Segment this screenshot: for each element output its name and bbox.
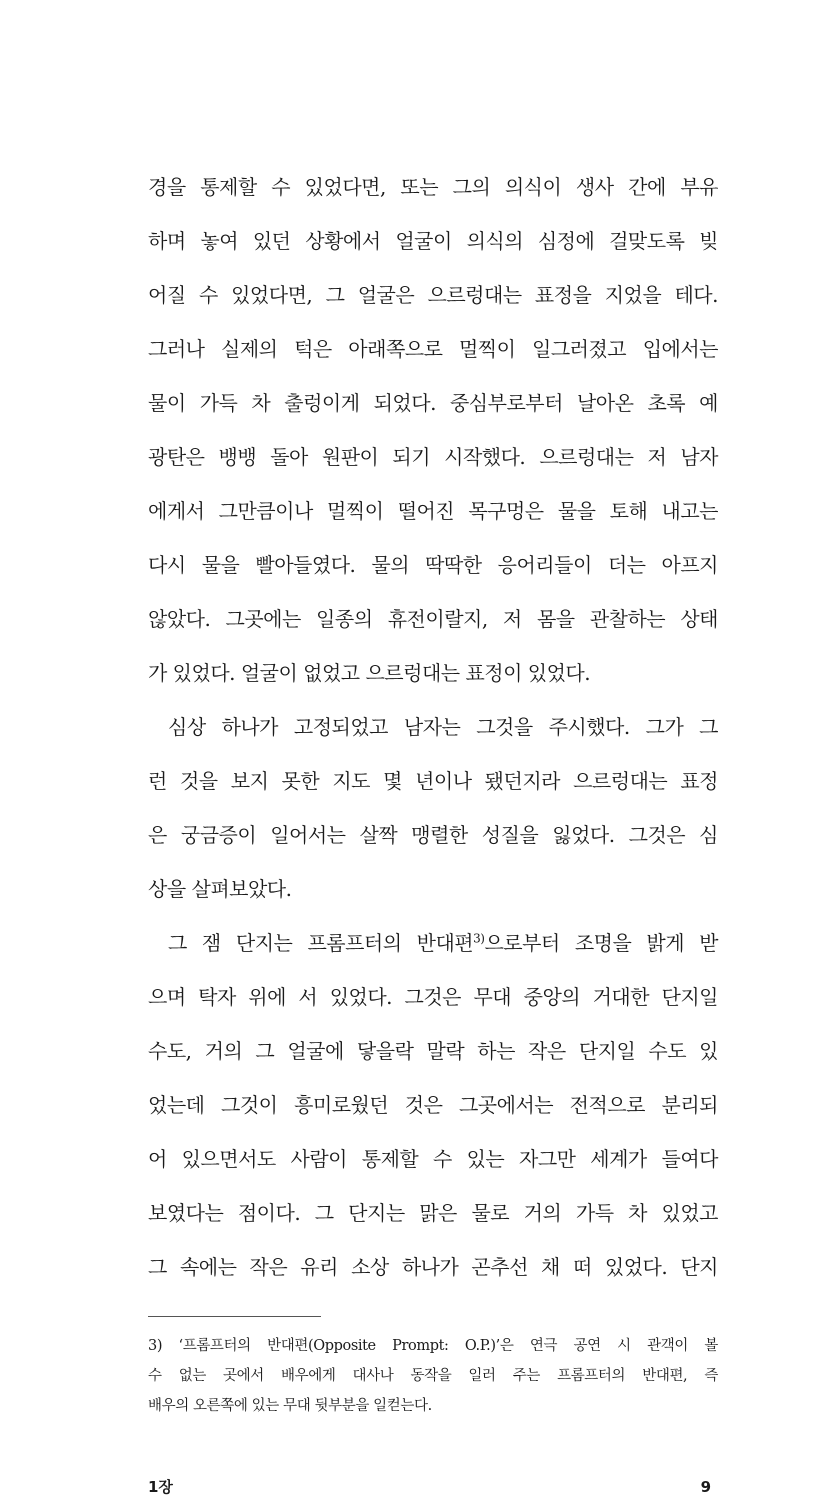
footnote-line: 배우의 오른쪽에 있는 무대 뒷부분을 일컫는다. xyxy=(148,1398,432,1414)
text-line: 은 궁금증이 일어서는 살짝 맹렬한 성질을 잃었다. 그것은 심 xyxy=(148,823,718,847)
text-segment: 그 잼 단지는 프롬프터의 반대편 xyxy=(168,931,474,955)
text-line: 심상 하나가 고정되었고 남자는 그것을 주시했다. 그가 그 xyxy=(168,715,718,739)
text-line: 에게서 그만큼이나 멀찍이 떨어진 목구멍은 물을 토해 내고는 xyxy=(148,499,718,523)
text-line: 으며 탁자 위에 서 있었다. 그것은 무대 중앙의 거대한 단지일 xyxy=(148,985,718,1009)
footnote xyxy=(148,1331,718,1421)
text-line: 었는데 그것이 흥미로웠던 것은 그곳에서는 전적으로 분리되 xyxy=(148,1093,718,1117)
text-line: 하며 놓여 있던 상황에서 얼굴이 의식의 심정에 걸맞도록 빚 xyxy=(148,229,718,253)
text-line: 런 것을 보지 못한 지도 몇 년이나 됐던지라 으르렁대는 표정 xyxy=(148,769,718,793)
page-number: 9 xyxy=(700,1478,711,1496)
text-line: 경을 통제할 수 있었다면, 또는 그의 의식이 생사 간에 부유 xyxy=(148,175,718,199)
text-segment: 으로부터 조명을 밝게 받 xyxy=(484,931,718,955)
text-line: 광탄은 뱅뱅 돌아 원판이 되기 시작했다. 으르렁대는 저 남자 xyxy=(148,445,718,469)
body-text xyxy=(148,164,718,1298)
text-line: 가 있었다. 얼굴이 없었고 으르렁대는 표정이 있었다. xyxy=(148,661,591,685)
text-line: 보였다는 점이다. 그 단지는 맑은 물로 거의 가득 차 있었고 xyxy=(148,1201,718,1225)
footnote-divider xyxy=(148,1316,321,1317)
text-line: 수도, 거의 그 얼굴에 닿을락 말락 하는 작은 단지일 수도 있 xyxy=(148,1039,718,1063)
page-footer xyxy=(148,1477,711,1497)
footnote-reference[interactable]: 3) xyxy=(473,931,485,946)
text-line: 어 있으면서도 사람이 통제할 수 있는 자그만 세계가 들여다 xyxy=(148,1147,718,1171)
text-line: 그러나 실제의 턱은 아래쪽으로 멀찍이 일그러졌고 입에서는 xyxy=(148,337,718,361)
text-line xyxy=(148,920,718,974)
chapter-label: 1장 xyxy=(148,1478,173,1496)
text-line: 다시 물을 빨아들였다. 물의 딱딱한 응어리들이 더는 아프지 xyxy=(148,553,718,577)
text-line: 상을 살펴보았다. xyxy=(148,877,292,901)
footnote-line: 수 없는 곳에서 배우에게 대사나 동작을 일러 주는 프롬프터의 반대편, 즉 xyxy=(148,1368,718,1384)
footnote-line: 3) ‘프롬프터의 반대편(Opposite Prompt: O.P.)’은 연극 공연 시 관객이 볼 xyxy=(148,1338,718,1354)
text-line: 않았다. 그곳에는 일종의 휴전이랄지, 저 몸을 관찰하는 상태 xyxy=(148,607,718,631)
text-line: 그 속에는 작은 유리 소상 하나가 곤추선 채 떠 있었다. 단지 xyxy=(148,1255,718,1279)
text-line: 물이 가득 차 출렁이게 되었다. 중심부로부터 날아온 초록 예 xyxy=(148,391,718,415)
text-line: 어질 수 있었다면, 그 얼굴은 으르렁대는 표정을 지었을 테다. xyxy=(148,283,718,307)
